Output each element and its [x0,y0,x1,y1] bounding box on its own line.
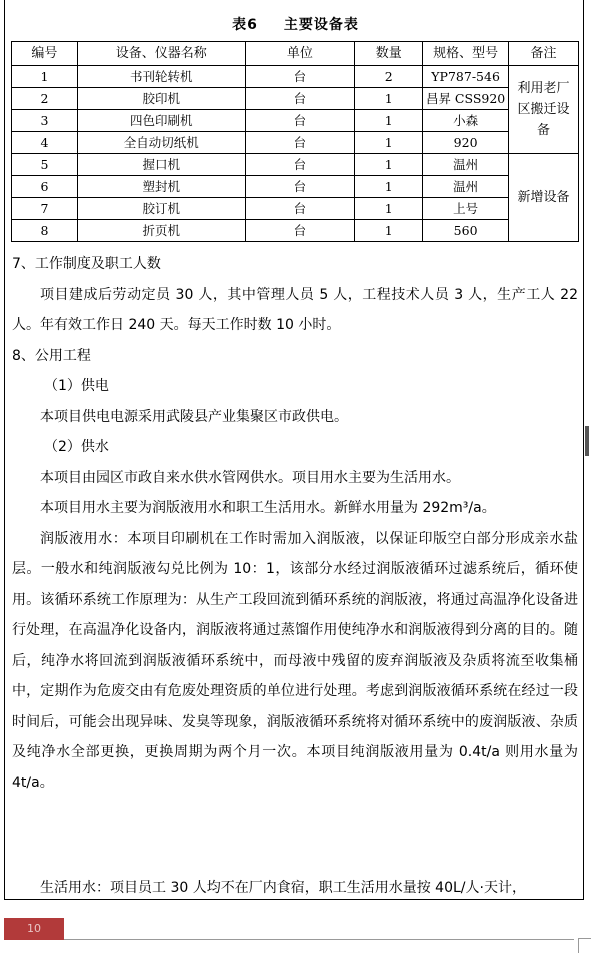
paragraph-fountain-solution: 润版液用水：本项目印刷机在工作时需加入润版液，以保证印版空白部分形成亲水盐层。一般水和纯润版液勾兑比例为 10：1，该部分水经过润版液循环过滤系统后，循环使用。该循环系统工作原理为：从生产工段回流到循环系统的润版液，将通过高温净化设备进行处理，在高温净化设备内，润版液将通过蒸馏作用使纯净水和润版液得到分离的目的。随后，纯净水将回流到润版液循环系统中，而母液中残留的废弃润版液及杂质将流至收集桶中，定期作为危废交由有危废处理资质的单位进行处理。考虑到润版液循环系统在经过一段时间后，可能会出现异味、发臭等现象，润版液循环系统将对循环系统中的废润版液、杂质及纯净水全部更换，更换周期为两个月一次。本项目纯润版液用量为 0.4t/a 则用水量为 4t/a。 [12,530,578,791]
cell-unit: 台 [245,176,355,198]
body-text-continued [12,873,578,904]
cell-no: 5 [12,154,78,176]
cell-no: 7 [12,198,78,220]
cell-name: 折页机 [77,220,245,242]
table-title-prefix: 表6 [232,17,258,33]
section-heading-staffing: 7、工作制度及职工人数 [12,256,161,272]
cell-spec: 昌昇 CSS920 [423,88,509,110]
cell-qty: 1 [355,88,423,110]
cell-spec: 920 [423,132,509,154]
footer-rule [64,939,574,940]
cell-note-new: 新增设备 [509,154,579,242]
cell-name: 胶印机 [77,88,245,110]
paragraph-power: 本项目供电电源采用武陵县产业集聚区市政供电。 [40,408,348,425]
cell-spec: 温州 [423,176,509,198]
header-no: 编号 [12,42,78,66]
page-number: 10 [27,922,41,935]
table-row [12,220,579,242]
table-row [12,176,579,198]
cell-no: 6 [12,176,78,198]
cell-unit: 台 [245,88,355,110]
cell-qty: 1 [355,198,423,220]
table-row [12,198,579,220]
header-note: 备注 [509,42,579,66]
cell-qty: 1 [355,220,423,242]
cell-no: 8 [12,220,78,242]
cell-no: 4 [12,132,78,154]
cell-spec: 上号 [423,198,509,220]
paragraph-water-usage: 本项目用水主要为润版液用水和职工生活用水。新鲜水用量为 292m³/a。 [40,500,496,516]
table-row [12,132,579,154]
cell-name: 书刊轮转机 [77,66,245,88]
cell-qty: 2 [355,66,423,88]
table-row [12,154,579,176]
cell-name: 全自动切纸机 [77,132,245,154]
equipment-table [11,41,579,242]
scrollbar-thumb[interactable] [585,426,589,456]
cell-unit: 台 [245,198,355,220]
table-row [12,110,579,132]
cell-unit: 台 [245,132,355,154]
subheading-power: （1）供电 [44,378,109,394]
cell-name: 四色印刷机 [77,110,245,132]
header-unit: 单位 [245,42,355,66]
cell-name: 握口机 [77,154,245,176]
table-title [0,14,591,34]
subheading-water: （2）供水 [44,439,109,455]
cell-spec: 小森 [423,110,509,132]
cell-unit: 台 [245,110,355,132]
paragraph-staffing: 项目建成后劳动定员 30 人，其中管理人员 5 人，工程技术人员 3 人，生产工人 22 人。年有效工作日 240 天。每天工作时数 10 小时。 [12,286,578,333]
section-heading-utilities: 8、公用工程 [12,347,91,364]
paragraph-water-source: 本项目由园区市政自来水供水管网供水。项目用水主要为生活用水。 [40,469,460,486]
cell-spec: YP787-546 [423,66,509,88]
header-name: 设备、仪器名称 [77,42,245,66]
cell-qty: 1 [355,154,423,176]
cell-unit: 台 [245,154,355,176]
cell-name: 胶订机 [77,198,245,220]
table-header-row [12,42,579,66]
cell-unit: 台 [245,66,355,88]
cell-qty: 1 [355,110,423,132]
table-row [12,66,579,88]
cell-note-relocated: 利用老厂区搬迁设备 [509,66,579,154]
cell-spec: 560 [423,220,509,242]
page-corner-mark [578,938,591,953]
body-text [12,249,578,798]
header-qty: 数量 [355,42,423,66]
header-spec: 规格、型号 [423,42,509,66]
cell-spec: 温州 [423,154,509,176]
table-row [12,88,579,110]
cell-unit: 台 [245,220,355,242]
cell-qty: 1 [355,132,423,154]
table-title-text: 主要设备表 [283,17,359,33]
cell-qty: 1 [355,176,423,198]
cell-name: 塑封机 [77,176,245,198]
paragraph-domestic-water: 生活用水：项目员工 30 人均不在厂内食宿，职工生活用水量按 40L/人·天计， [40,880,526,896]
cell-no: 2 [12,88,78,110]
cell-no: 1 [12,66,78,88]
cell-no: 3 [12,110,78,132]
